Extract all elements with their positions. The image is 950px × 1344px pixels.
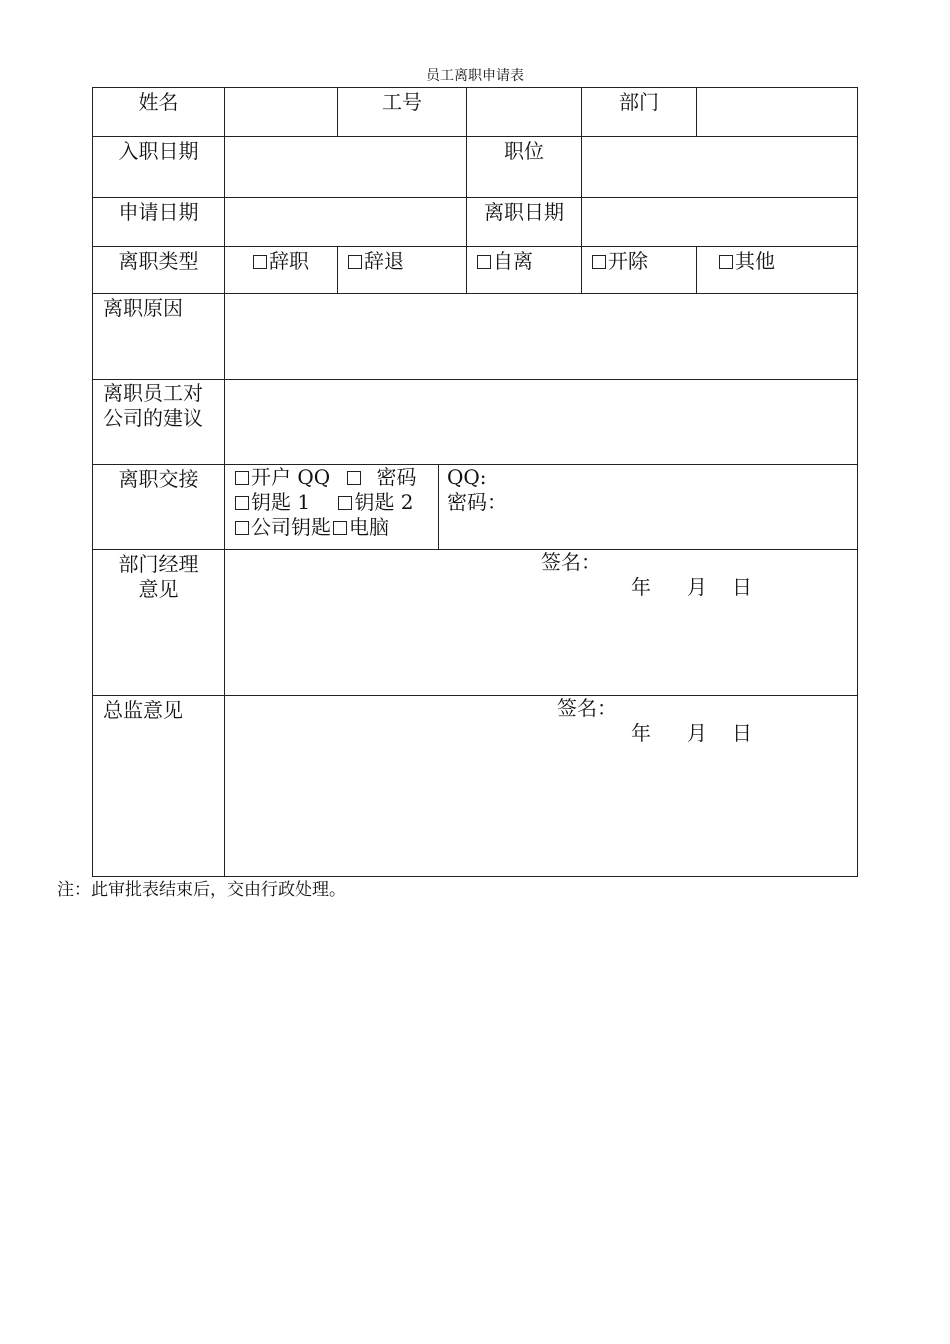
checkbox[interactable] xyxy=(719,255,733,269)
dept-manager-day: 日 xyxy=(732,575,752,599)
checkbox[interactable] xyxy=(253,255,267,269)
leave-type-dismissed[interactable] xyxy=(337,246,466,294)
checkbox-key1[interactable] xyxy=(235,496,249,510)
director-signature-label: 签名： xyxy=(557,696,617,720)
dept-manager-label-line2: 意见 xyxy=(138,577,179,601)
leave-date-label: 离职日期 xyxy=(466,197,581,247)
name-field[interactable] xyxy=(224,87,337,137)
password-label: 密码： xyxy=(447,490,507,514)
position-label: 职位 xyxy=(466,136,581,197)
leave-type-other[interactable] xyxy=(696,246,858,294)
checkbox-computer[interactable] xyxy=(333,521,347,535)
footer-note: 注：此审批表结束后，交由行政处理。 xyxy=(57,880,346,900)
dept-manager-label xyxy=(92,549,224,695)
suggestion-label-line1: 离职员工对 xyxy=(103,381,203,405)
dept-manager-year: 年 xyxy=(631,575,651,599)
password-item-label: 密码 xyxy=(376,465,417,489)
computer-label: 电脑 xyxy=(349,515,389,539)
apply-date-label: 申请日期 xyxy=(92,197,224,247)
option-label: 其他 xyxy=(735,249,775,273)
director-day: 日 xyxy=(732,721,752,745)
director-year: 年 xyxy=(631,721,651,745)
checkbox-qq[interactable] xyxy=(235,471,249,485)
form-title: 员工离职申请表 xyxy=(426,68,524,84)
checkbox[interactable] xyxy=(592,255,606,269)
checkbox[interactable] xyxy=(477,255,491,269)
apply-date-field[interactable] xyxy=(224,197,466,247)
leave-reason-label: 离职原因 xyxy=(92,293,224,379)
suggestion-label-line2: 公司的建议 xyxy=(103,406,203,430)
qq-label: QQ: xyxy=(447,465,487,489)
qq-account-label: 开户 QQ xyxy=(251,465,331,489)
option-label: 辞职 xyxy=(269,249,309,273)
hire-date-label: 入职日期 xyxy=(92,136,224,197)
director-month: 月 xyxy=(687,721,707,745)
company-key-label: 公司钥匙 xyxy=(251,515,331,539)
option-label: 开除 xyxy=(608,249,648,273)
director-opinion-field[interactable] xyxy=(224,695,858,877)
department-field[interactable] xyxy=(696,87,858,137)
option-label: 辞退 xyxy=(364,249,404,273)
checkbox-password[interactable] xyxy=(347,471,361,485)
dept-manager-month: 月 xyxy=(687,575,707,599)
leave-type-label: 离职类型 xyxy=(92,246,224,294)
director-label: 总监意见 xyxy=(92,695,224,877)
handover-account-info[interactable] xyxy=(438,464,858,550)
checkbox-key2[interactable] xyxy=(338,496,352,510)
key2-label: 钥匙 2 xyxy=(354,490,414,514)
suggestion-field[interactable] xyxy=(224,379,858,464)
employee-id-field[interactable] xyxy=(466,87,581,137)
dept-manager-signature-label: 签名： xyxy=(541,550,601,574)
leave-reason-field[interactable] xyxy=(224,293,858,379)
leave-type-fired[interactable] xyxy=(581,246,696,294)
employee-id-label: 工号 xyxy=(337,87,466,137)
leave-type-self-leave[interactable] xyxy=(466,246,581,294)
leave-type-resign[interactable] xyxy=(224,246,337,294)
position-field[interactable] xyxy=(581,136,858,197)
handover-checklist xyxy=(224,464,438,550)
key1-label: 钥匙 1 xyxy=(251,490,311,514)
leave-date-field[interactable] xyxy=(581,197,858,247)
handover-label: 离职交接 xyxy=(92,464,224,550)
suggestion-label xyxy=(92,379,224,464)
checkbox-company-key[interactable] xyxy=(235,521,249,535)
dept-manager-label-line1: 部门经理 xyxy=(118,552,199,576)
hire-date-field[interactable] xyxy=(224,136,466,197)
department-label: 部门 xyxy=(581,87,696,137)
checkbox[interactable] xyxy=(348,255,362,269)
name-label: 姓名 xyxy=(92,87,224,137)
option-label: 自离 xyxy=(493,249,533,273)
